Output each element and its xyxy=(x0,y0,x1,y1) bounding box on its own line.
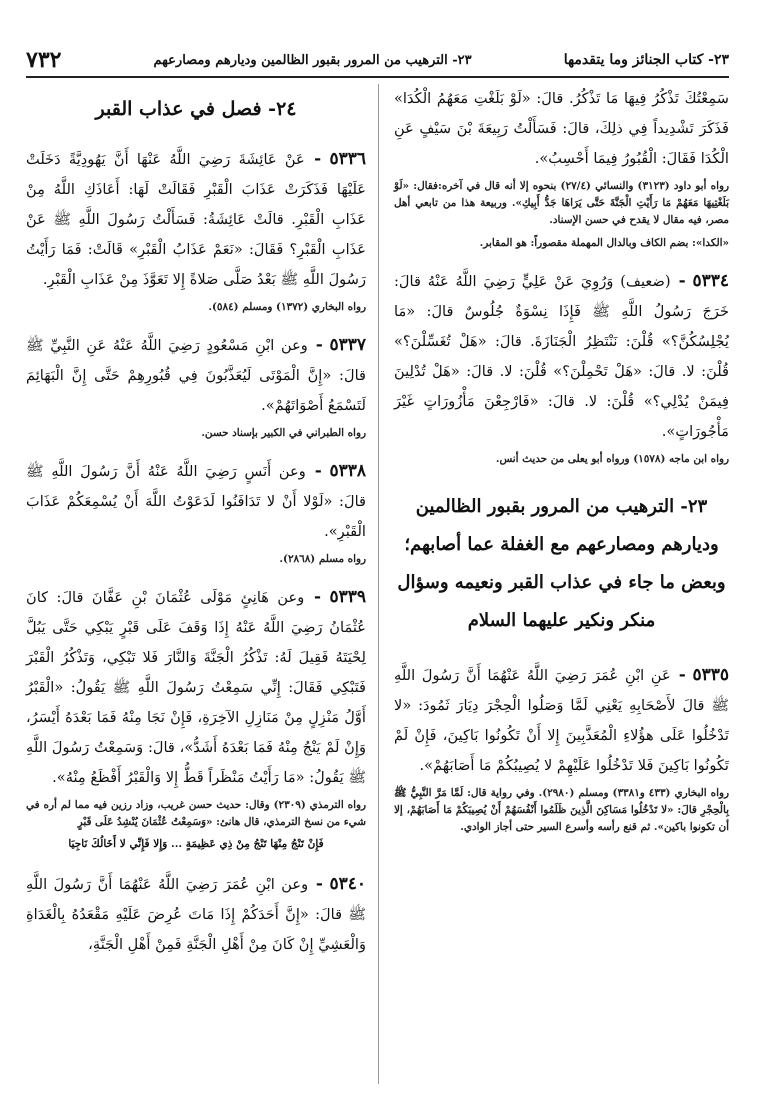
footnote-takhrij: رواه البخاري (٤٣٣ و٣٣٨١) ومسلم (٢٩٨٠). وفي رواية قال: لَمَّا مَرَّ النَّبِيُّ ﷺ بِالْحِجْرِ قالَ: «لا تَدْخُلُوا مَسَاكِنَ الَّذِينَ ظَلَمُوا أَنْفُسَهُمْ أَنْ يُصِيبَكُمْ مَا أَصَابَهُمْ، إلا أن تكونوا باكين». ثم قنع رأسه وأسرع السير حتى أجاز الوادي. xyxy=(394,787,730,833)
hadith-5340: ٥٣٤٠ - وعن ابْنِ عُمَرَ رَضِيَ اللَّهُ عَنْهُمَا أَنَّ رَسُولَ اللَّهِ ﷺ قالَ: «إِنَّ أَحَدَكُمْ إِذَا مَاتَ عُرِضَ عَلَيْهِ مَقْعَدُهُ بِالْغَدَاةِ وَالْعَشِيِّ إِنْ كَانَ مِنْ أَهْلِ الْجَنَّةِ فَمِنْ أَهْلِ الْجَنَّةِ، xyxy=(26,874,366,953)
hadith-text: (ضعيف) وَرُوِيَ عَنْ عَلِيٍّ رَضِيَ اللَّهُ عَنْهُ قالَ: خَرَجَ رَسُولُ اللَّهِ ﷺ فَإِذَا نِسْوَةٌ جُلُوسٌ قالَ: «مَا يُجْلِسُكُنَّ؟» قُلْنَ: نَنْتَظِرُ الْجَنَازَةَ. قالَ: «هَلْ تُغَسِّلْنَ؟» قُلْنَ: لا. قالَ: «هَلْ تَحْمِلْنَ؟» قُلْنَ: لا. قالَ: «هَلْ تُدْلِينَ فِيمَنْ يُدْلِي؟» قُلْنَ: لا. قالَ: «فَارْجِعْنَ مَأْزُورَاتٍ غَيْرَ مَأْجُورَاتٍ». xyxy=(394,273,729,440)
chapter-title: ٢٣- كتاب الجنائز وما يتقدمها xyxy=(563,52,729,68)
hadith-number: ٥٣٤٠ xyxy=(329,874,366,894)
hadith-5338: ٥٣٣٨ - وعن أَنَسٍ رَضِيَ اللَّهُ عَنْهُ أَنَّ رَسُولَ اللَّهِ ﷺ قالَ: «لَوْلا أَنْ لا تَدَافَنُوا لَدَعَوْتُ اللَّهَ أَنْ يُسْمِعَكُمْ عَذَابَ الْقَبْرِ». xyxy=(26,461,366,540)
hadith-number: ٥٣٣٦ xyxy=(329,149,366,169)
footnote-definition: «الكدا»: بضم الكاف وبالدال المهملة مقصوراً: هو المقابر. xyxy=(479,237,729,249)
hadith-number: ٥٣٣٥ xyxy=(692,665,730,685)
hadith-5336: ٥٣٣٦ - عَنْ عَائِشَةَ رَضِيَ اللَّهُ عَنْهَا أَنَّ يَهُودِيَّةً دَخَلَتْ عَلَيْهَا فَذَكَرَتْ عَذَابَ الْقَبْرِ فَقَالَتْ لَهَا: أَعَاذَكِ اللَّهُ مِنْ عَذَابِ الْقَبْرِ. قالَتْ عَائِشَةُ: فَسَأَلْتُ رَسُولَ اللَّهِ ﷺ عَنْ عَذَابِ الْقَبْرِ؟ فَقَالَ: «نَعَمْ عَذَابُ الْقَبْرِ» قَالَتْ: فَمَا رَأَيْتُ رَسُولَ اللَّهِ ﷺ بَعْدُ صَلَّى صَلاةً إِلا تَعَوَّذَ مِنْ عَذَابِ الْقَبْرِ. xyxy=(26,149,366,288)
hadith-text: عَنْ عَائِشَةَ رَضِيَ اللَّهُ عَنْهَا أَنَّ يَهُودِيَّةً دَخَلَتْ عَلَيْهَا فَذَكَرَتْ عَذَابَ الْقَبْرِ فَقَالَتْ لَهَا: أَعَاذَكِ اللَّهُ مِنْ عَذَابِ الْقَبْرِ. قالَتْ عَائِشَةُ: فَسَأَلْتُ رَسُولَ اللَّهِ ﷺ عَنْ عَذَابِ الْقَبْرِ؟ فَقَالَ: «نَعَمْ عَذَابُ الْقَبْرِ» قَالَتْ: فَمَا رَأَيْتُ رَسُولَ اللَّهِ ﷺ بَعْدُ صَلَّى صَلاةً إِلا تَعَوَّذَ مِنْ عَذَابِ الْقَبْرِ. xyxy=(26,151,366,288)
footnote-takhrij: رواه مسلم (٢٨٦٨). xyxy=(279,553,366,565)
hadith-number: ٥٣٣٧ xyxy=(329,335,367,355)
left-column xyxy=(26,84,366,960)
hadith-number: ٥٣٣٤ xyxy=(692,271,729,291)
hadith-5335: ٥٣٣٥ - عَنِ ابْنِ عُمَرَ رَضِيَ اللَّهُ عَنْهُمَا أَنَّ رَسُولَ اللَّهِ ﷺ قالَ لأَصْحَابِهِ يَعْنِي لَمَّا وَصَلُوا الْحِجْرَ دِيَارَ ثَمُودَ: «لا تَدْخُلُوا عَلَى هؤُلاءِ الْمُعَذَّبِينَ إِلا أَنْ تَكُونُوا بَاكِينَ، فَإِنْ لَمْ تَكُونُوا بَاكِينَ فَلا تَدْخُلُوا عَلَيْهِمْ لا يُصِيبُكُمْ مَا أَصَابَهُمْ». xyxy=(394,665,730,774)
footnote-takhrij: رواه الترمذي (٢٣٠٩) وقال: حديث حسن غريب، وزاد رزين فيه مما لم أره في شيء من نسخ الترمذي، قال هانئ: «وَسَمِعْتُ عُثْمَانَ يُنْشِدُ عَلَى قَبْرٍ xyxy=(26,799,367,828)
section-23-heading: ٢٣- الترهيب من المرور بقبور الظالمين وديارهم ومصارعهم مع الغفلة عما أصابهم؛ وبعض ما جاء في عذاب القبر ونعيمه وسؤال منكر ونكير عليهما السلام xyxy=(397,496,726,631)
right-column xyxy=(394,84,729,850)
hadith-text: وعن ابْنِ عُمَرَ رَضِيَ اللَّهُ عَنْهُمَا أَنَّ رَسُولَ اللَّهِ ﷺ قالَ: «إِنَّ أَحَدَكُمْ إِذَا مَاتَ عُرِضَ عَلَيْهِ مَقْعَدُهُ بِالْغَدَاةِ وَالْعَشِيِّ إِنْ كَانَ مِنْ أَهْلِ الْجَنَّةِ فَمِنْ أَهْلِ الْجَنَّةِ، xyxy=(26,876,366,953)
footnote-takhrij: رواه ابن ماجه (١٥٧٨) ورواه أبو يعلى من حديث أنس. xyxy=(495,453,729,465)
hadith-5334: ٥٣٣٤ - (ضعيف) وَرُوِيَ عَنْ عَلِيٍّ رَضِيَ اللَّهُ عَنْهُ قالَ: خَرَجَ رَسُولُ اللَّهِ ﷺ فَإِذَا نِسْوَةٌ جُلُوسٌ قالَ: «مَا يُجْلِسُكُنَّ؟» قُلْنَ: نَنْتَظِرُ الْجَنَازَةَ. قالَ: «هَلْ تُغَسِّلْنَ؟» قُلْنَ: لا. قالَ: «هَلْ تَحْمِلْنَ؟» قُلْنَ: لا. قالَ: «هَلْ تُدْلِينَ فِيمَنْ يُدْلِي؟» قُلْنَ: لا. قالَ: «فَارْجِعْنَ مَأْزُورَاتٍ غَيْرَ مَأْجُورَاتٍ». xyxy=(394,271,729,440)
poem-verse: فَإِنْ تَنْجُ مِنْهَا تَنْجُ مِنْ ذِي عَظِيمَةٍ ... وَإِلا فَإِنِّي لا أَخَالُكَ نَاجِيَا xyxy=(68,838,324,850)
hadith-number: ٥٣٣٩ xyxy=(329,587,366,607)
paragraph-continued: سَمِعْتُكَ تَذْكُرُ فِيهَا مَا تَذْكُرُ. قالَ: «لَوْ بَلَغْتِ مَعَهُمُ الْكُدَا» فَذَكَرَ تَشْدِيداً فِي ذلِكَ، قالَ: فَسَأَلْتُ رَبِيعَةَ بْنَ سَيْفٍ عَنِ الْكُدَا فَقَالَ: الْقُبُورُ فِيمَا أَحْسِبُ». xyxy=(394,90,729,167)
hadith-text: وعن ابْنِ مَسْعُودٍ رَضِيَ اللَّهُ عَنْهُ عَنِ النَّبِيِّ ﷺ قالَ: «إِنَّ الْمَوْتَى لَيُعَذَّبُونَ فِي قُبُورِهِمْ حَتَّى إِنَّ الْبَهَائِمَ لَتَسْمَعُ أَصْوَاتَهُمْ». xyxy=(26,337,366,414)
section-24-heading: ٢٤- فصل في عذاب القبر xyxy=(95,98,297,120)
running-header xyxy=(26,44,729,78)
column-divider xyxy=(378,84,379,1084)
footnote-takhrij: رواه الطبراني في الكبير بإسناد حسن. xyxy=(201,427,366,439)
section-title: ٢٣- الترهيب من المرور بقبور الظالمين وديارهم ومصارعهم xyxy=(153,52,472,68)
hadith-number: ٥٣٣٨ xyxy=(329,461,366,481)
hadith-text: وعن أَنَسٍ رَضِيَ اللَّهُ عَنْهُ أَنَّ رَسُولَ اللَّهِ ﷺ قالَ: «لَوْلا أَنْ لا تَدَافَنُوا لَدَعَوْتُ اللَّهَ أَنْ يُسْمِعَكُمْ عَذَابَ الْقَبْرِ». xyxy=(26,463,366,540)
hadith-text: وعن هَانِئٍ مَوْلَى عُثْمَانَ بْنِ عَفَّانَ قالَ: كانَ عُثْمَانُ رَضِيَ اللَّهُ عَنْهُ إِذَا وَقَفَ عَلَى قَبْرٍ يَبْكِي حَتَّى يَبُلَّ لِحْيَتَهُ فَقِيلَ لَهُ: تَذْكُرُ الْجَنَّةَ وَالنَّارَ فَلا تَبْكِي، وَتَذْكُرُ الْقَبْرَ فَتَبْكِي فَقَالَ: إِنِّي سَمِعْتُ رَسُولَ اللَّهِ ﷺ يَقُولُ: «الْقَبْرُ أَوَّلُ مَنْزِلٍ مِنْ مَنَازِلِ الآخِرَةِ، فَإِنْ نَجَا مِنْهُ فَمَا بَعْدَهُ أَيْسَرُ، وَإِنْ لَمْ يَنْجُ مِنْهُ فَمَا بَعْدَهُ أَشَدُّ»، قالَ: وَسَمِعْتُ رَسُولَ اللَّهِ ﷺ يَقُولُ: «مَا رَأَيْتُ مَنْظَراً قَطُّ إِلا وَالْقَبْرُ أَفْظَعُ مِنْهُ». xyxy=(26,589,366,786)
footnote-takhrij: رواه أبو داود (٣١٢٣) والنسائي (٢٧/٤) بنحوه إلا أنه قال في آخره:فقال: «لَوْ بَلَغْتِيهَا مَعَهُمْ مَا رَأَيْتِ الْجَنَّةَ حَتَّى يَرَاهَا جَدُّ أَبِيكِ». وربيعة هذا من تابعي أهل مصر، فيه مقال لا يقدح في حسن الإسناد. xyxy=(394,180,729,226)
footnote-takhrij: رواه البخاري (١٣٧٢) ومسلم (٥٨٤). xyxy=(208,301,366,313)
hadith-5337: ٥٣٣٧ - وعن ابْنِ مَسْعُودٍ رَضِيَ اللَّهُ عَنْهُ عَنِ النَّبِيِّ ﷺ قالَ: «إِنَّ الْمَوْتَى لَيُعَذَّبُونَ فِي قُبُورِهِمْ حَتَّى إِنَّ الْبَهَائِمَ لَتَسْمَعُ أَصْوَاتَهُمْ». xyxy=(26,335,367,414)
page-number: ٧٣٢ xyxy=(26,47,62,73)
hadith-text: عَنِ ابْنِ عُمَرَ رَضِيَ اللَّهُ عَنْهُمَا أَنَّ رَسُولَ اللَّهِ ﷺ قالَ لأَصْحَابِهِ يَعْنِي لَمَّا وَصَلُوا الْحِجْرَ دِيَارَ ثَمُودَ: «لا تَدْخُلُوا عَلَى هؤُلاءِ الْمُعَذَّبِينَ إِلا أَنْ تَكُونُوا بَاكِينَ، فَإِنْ لَمْ تَكُونُوا بَاكِينَ فَلا تَدْخُلُوا عَلَيْهِمْ لا يُصِيبُكُمْ مَا أَصَابَهُمْ». xyxy=(394,667,729,774)
hadith-5339: ٥٣٣٩ - وعن هَانِئٍ مَوْلَى عُثْمَانَ بْنِ عَفَّانَ قالَ: كانَ عُثْمَانُ رَضِيَ اللَّهُ عَنْهُ إِذَا وَقَفَ عَلَى قَبْرٍ يَبْكِي حَتَّى يَبُلَّ لِحْيَتَهُ فَقِيلَ لَهُ: تَذْكُرُ الْجَنَّةَ وَالنَّارَ فَلا تَبْكِي، وَتَذْكُرُ الْقَبْرَ فَتَبْكِي فَقَالَ: إِنِّي سَمِعْتُ رَسُولَ اللَّهِ ﷺ يَقُولُ: «الْقَبْرُ أَوَّلُ مَنْزِلٍ مِنْ مَنَازِلِ الآخِرَةِ، فَإِنْ نَجَا مِنْهُ فَمَا بَعْدَهُ أَيْسَرُ، وَإِنْ لَمْ يَنْجُ مِنْهُ فَمَا بَعْدَهُ أَشَدُّ»، قالَ: وَسَمِعْتُ رَسُولَ اللَّهِ ﷺ يَقُولُ: «مَا رَأَيْتُ مَنْظَراً قَطُّ إِلا وَالْقَبْرُ أَفْظَعُ مِنْهُ». xyxy=(26,587,366,786)
